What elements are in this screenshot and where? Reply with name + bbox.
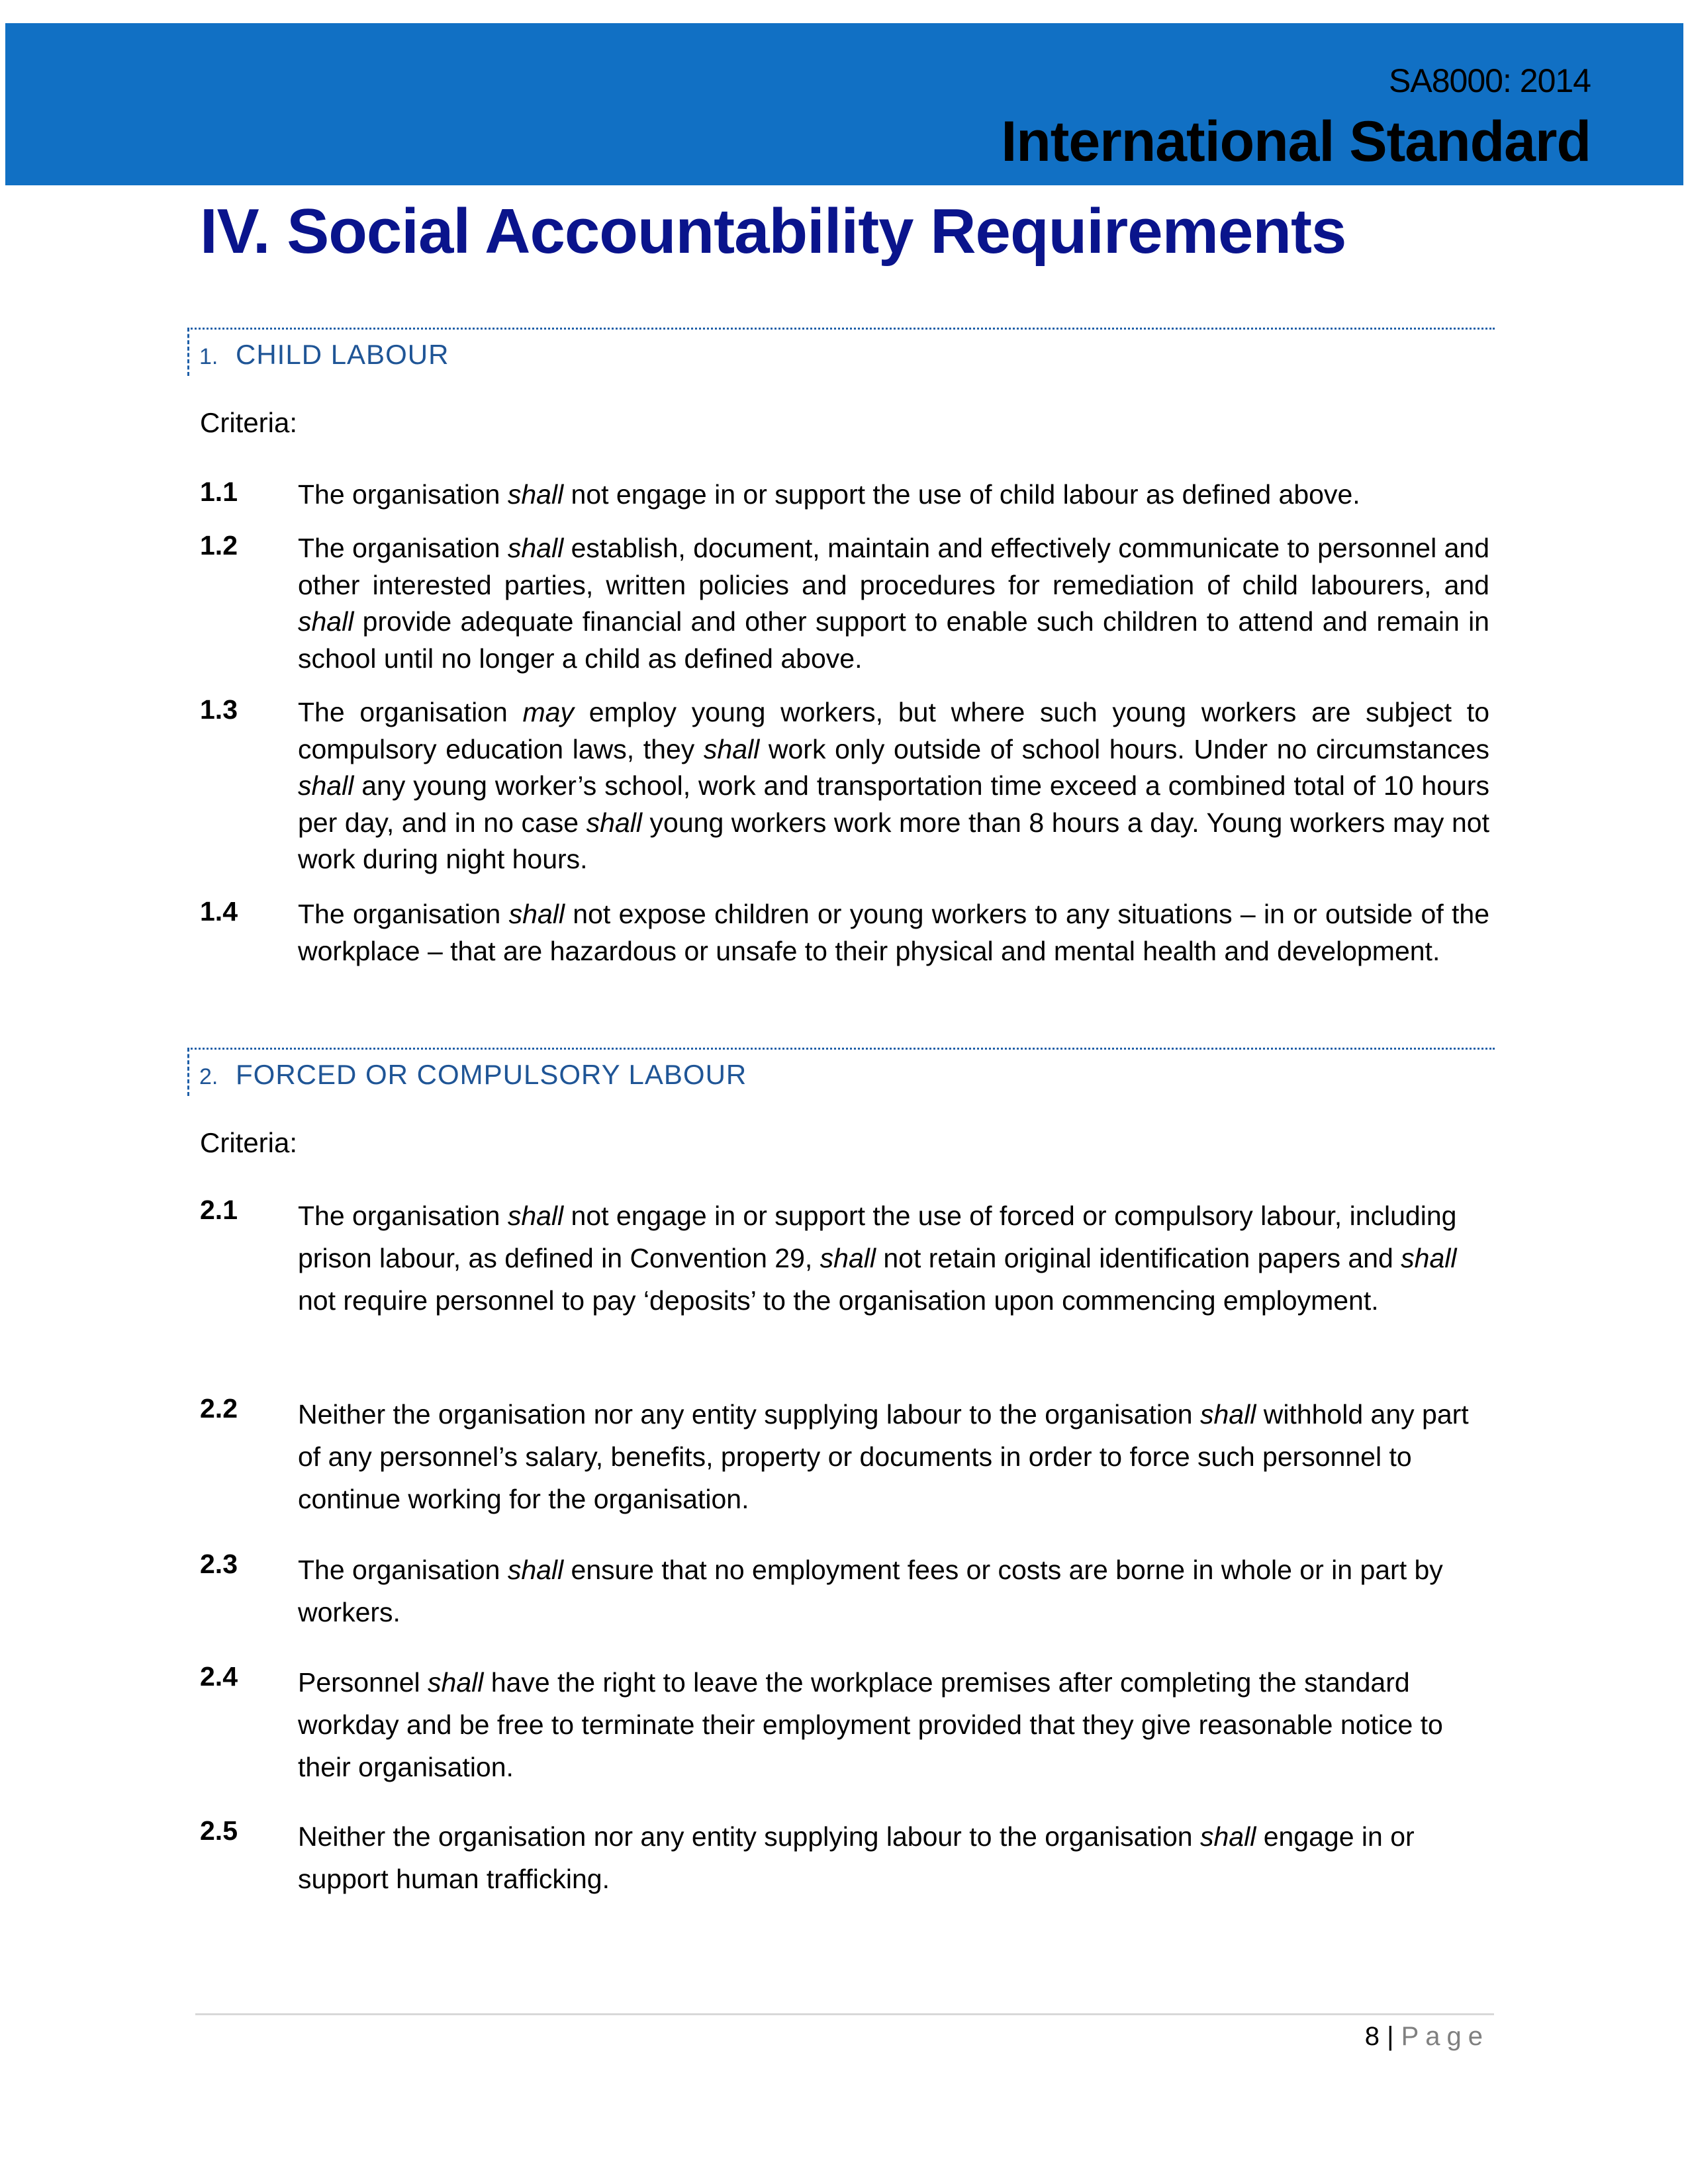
clause-text	[298, 477, 1489, 514]
text-segment: not retain original identification papers and	[875, 1243, 1401, 1273]
clause-1-4	[200, 896, 1491, 970]
clause-number: 2.3	[200, 1549, 238, 1579]
emphasis-text: shall	[586, 807, 642, 838]
standard-code: SA8000: 2014	[1389, 62, 1591, 99]
clause-text	[298, 1195, 1489, 1322]
text-segment: employ young workers, but where such young workers are subject to compulsory education laws, they	[298, 697, 1489, 764]
footer-separator: |	[1387, 2022, 1394, 2051]
text-segment: Neither the organisation nor any entity supplying labour to the organisation	[298, 1399, 1200, 1430]
clause-text	[298, 1549, 1489, 1633]
criteria-label: Criteria:	[200, 1127, 298, 1158]
emphasis-text: shall	[1401, 1243, 1457, 1273]
emphasis-text: shall	[507, 1201, 564, 1231]
emphasis-text: shall	[1199, 1399, 1256, 1430]
standard-title: International Standard	[1001, 110, 1591, 173]
section-number: 2.	[199, 1064, 218, 1089]
text-segment: The organisation	[298, 1201, 508, 1231]
text-segment: not expose children or young workers to any situations – in or outside of the workplace – that are hazardous or unsafe to their physical and mental health and development.	[298, 899, 1489, 966]
text-segment: work only outside of school hours. Under no circumstances	[759, 733, 1489, 764]
clause-1-3	[200, 694, 1491, 878]
header-banner	[5, 23, 1683, 185]
footer-divider	[195, 2013, 1494, 2015]
clause-text	[298, 694, 1489, 878]
text-segment: The organisation	[298, 1555, 508, 1585]
section-title: CHILD LABOUR	[236, 339, 449, 370]
text-segment: engage in or support human trafficking.	[298, 1821, 1415, 1894]
text-segment: withhold any part of any personnel’s salary, benefits, property or documents in order to force such personnel to continue working for the organisation.	[298, 1399, 1469, 1514]
emphasis-text: shall	[507, 533, 564, 563]
emphasis-text: shall	[298, 606, 354, 637]
criteria-label: Criteria:	[200, 407, 298, 438]
text-segment: establish, document, maintain and effectively communicate to personnel and other interested parties, written policies and procedures for remediation of child labourers, and	[298, 533, 1489, 600]
emphasis-text: shall	[428, 1667, 484, 1698]
clause-number: 1.4	[200, 896, 238, 927]
page-number: 8	[1364, 2022, 1380, 2051]
clause-2-1	[200, 1195, 1491, 1322]
text-segment: not engage in or support the use of child labour as defined above.	[563, 479, 1360, 510]
section-header-forced-labour	[187, 1048, 1495, 1096]
clause-number: 1.3	[200, 694, 238, 725]
clause-2-3	[200, 1549, 1491, 1633]
clause-number: 2.1	[200, 1195, 238, 1225]
page-footer	[1365, 2022, 1489, 2052]
text-segment: The organisation	[298, 479, 508, 510]
clause-1-2	[200, 530, 1491, 677]
text-segment: The organisation	[298, 899, 509, 929]
clause-1-1	[200, 477, 1491, 514]
clause-number: 2.2	[200, 1393, 238, 1424]
text-segment: ensure that no employment fees or costs are borne in whole or in part by workers.	[298, 1555, 1443, 1627]
text-segment: Neither the organisation nor any entity supplying labour to the organisation	[298, 1821, 1200, 1852]
emphasis-text: may	[522, 697, 575, 727]
text-segment: any young worker’s school, work and transportation time exceed a combined total of 10 hours per day, and in no case	[298, 770, 1489, 838]
clause-text	[298, 1393, 1489, 1520]
clause-2-2	[200, 1393, 1491, 1520]
emphasis-text: shall	[820, 1243, 876, 1273]
clause-number: 2.5	[200, 1815, 238, 1846]
emphasis-text: shall	[703, 733, 760, 764]
clause-text	[298, 896, 1489, 970]
clause-text	[298, 530, 1489, 677]
section-title: FORCED OR COMPULSORY LABOUR	[236, 1059, 747, 1090]
section-header-child-labour	[187, 328, 1495, 376]
clause-number: 2.4	[200, 1661, 238, 1692]
clause-2-5	[200, 1815, 1491, 1900]
text-segment: young workers work more than 8 hours a day. Young workers may not work during night hours.	[298, 807, 1489, 874]
page-title: IV. Social Accountability Requirements	[200, 196, 1346, 267]
emphasis-text: shall	[508, 899, 565, 929]
text-segment: not engage in or support the use of forced or compulsory labour, including prison labour, as defined in Convention 29,	[298, 1201, 1457, 1273]
clause-number: 1.2	[200, 530, 238, 561]
clause-text	[298, 1661, 1489, 1788]
emphasis-text: shall	[298, 770, 354, 801]
page-label: Page	[1401, 2022, 1489, 2051]
clause-text	[298, 1815, 1489, 1900]
text-segment: The organisation	[298, 697, 523, 727]
section-number: 1.	[199, 344, 218, 369]
text-segment: The organisation	[298, 533, 508, 563]
text-segment: not require personnel to pay ‘deposits’ to the organisation upon commencing employment.	[298, 1285, 1379, 1316]
emphasis-text: shall	[507, 1555, 564, 1585]
emphasis-text: shall	[507, 479, 564, 510]
text-segment: have the right to leave the workplace premises after completing the standard workday and be free to terminate their employment provided that they give reasonable notice to their organisation.	[298, 1667, 1443, 1782]
clause-2-4	[200, 1661, 1491, 1788]
text-segment: provide adequate financial and other support to enable such children to attend and remain in school until no longer a child as defined above.	[298, 606, 1489, 674]
clause-number: 1.1	[200, 477, 238, 507]
emphasis-text: shall	[1199, 1821, 1256, 1852]
text-segment: Personnel	[298, 1667, 428, 1698]
